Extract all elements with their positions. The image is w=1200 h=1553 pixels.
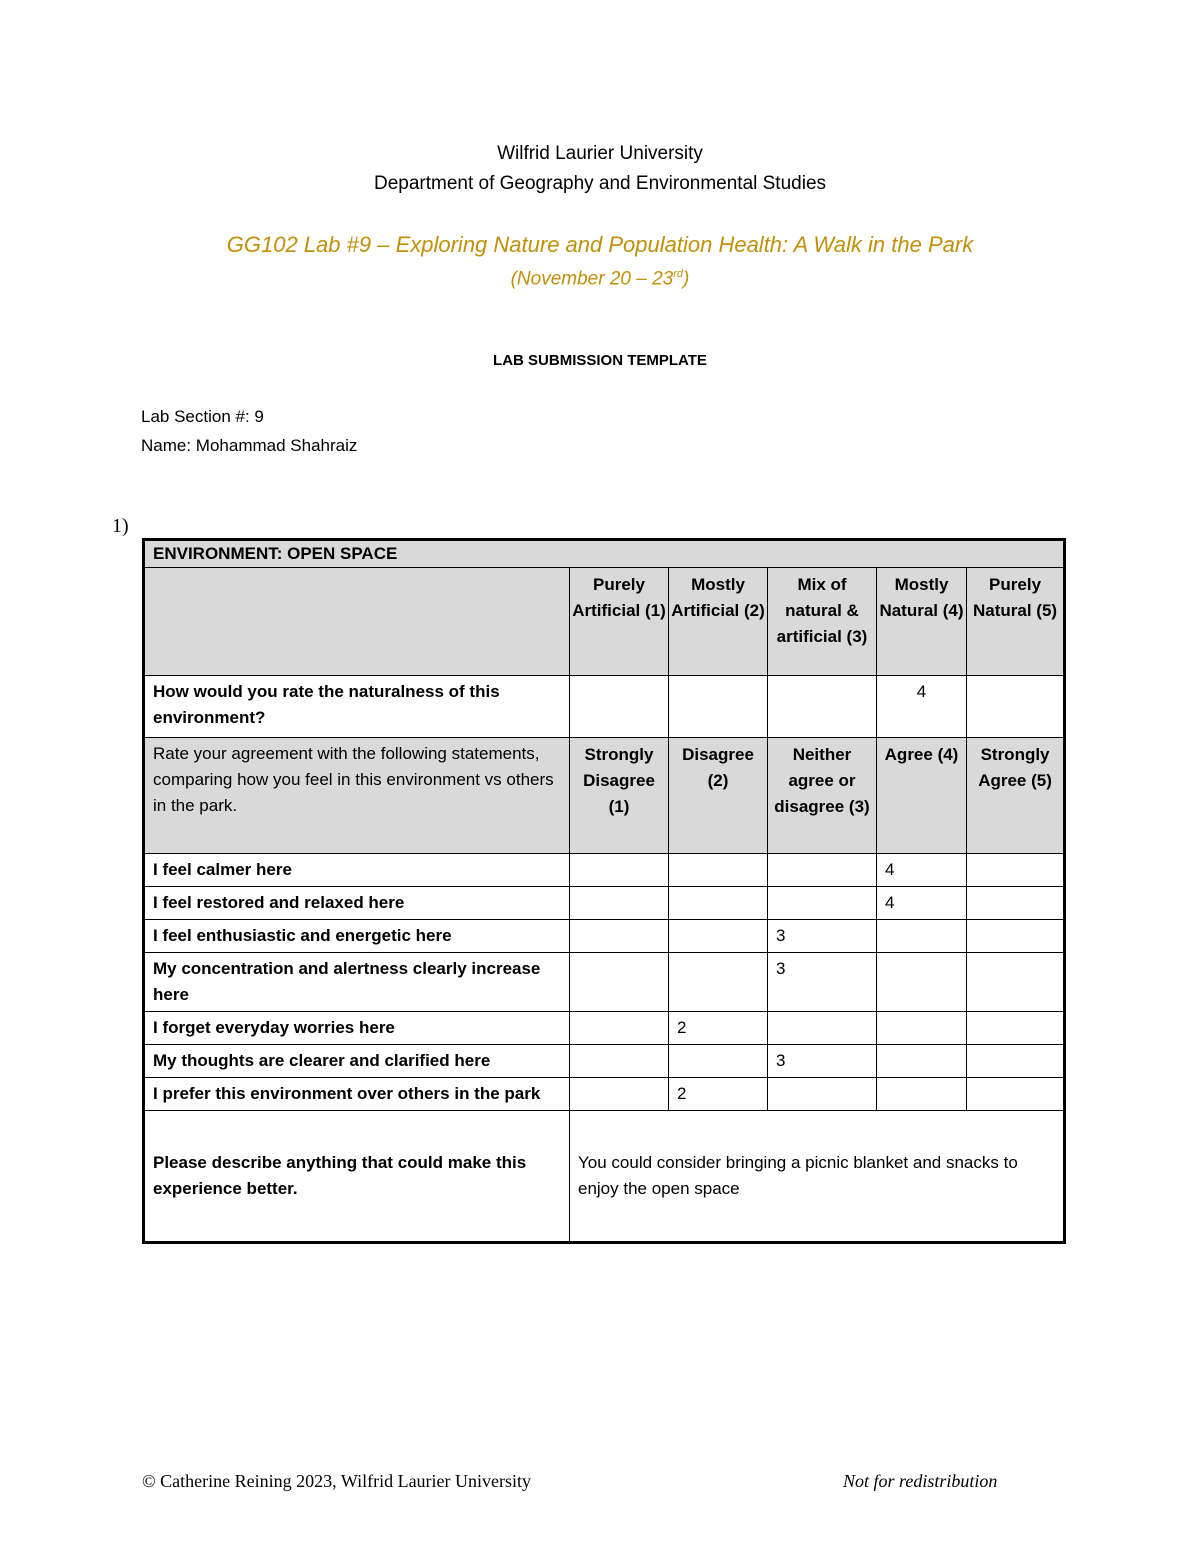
rating-cell-1[interactable]	[570, 887, 669, 920]
improvement-question: Please describe anything that could make this experience better.	[144, 1111, 570, 1243]
rating-cell-5[interactable]	[967, 1078, 1065, 1111]
rating-cell-1[interactable]	[570, 854, 669, 887]
naturalness-cell-4[interactable]: 4	[877, 676, 967, 738]
statement-text: I feel enthusiastic and energetic here	[144, 920, 570, 953]
template-label: LAB SUBMISSION TEMPLATE	[493, 352, 707, 369]
dates-close: )	[683, 268, 690, 290]
agreement-prompt: Rate your agreement with the following statements, comparing how you feel in this environment vs others in the park.	[144, 738, 570, 854]
rating-cell-2[interactable]: 2	[669, 1012, 768, 1045]
lab-section-field: Lab Section #: 9	[141, 407, 264, 426]
agreement-header: Strongly Agree (5)	[967, 738, 1065, 854]
agreement-header: Agree (4)	[877, 738, 967, 854]
rating-cell-1[interactable]	[570, 920, 669, 953]
naturalness-header-row	[144, 568, 1065, 676]
rating-cell-5[interactable]	[967, 920, 1065, 953]
rating-cell-2[interactable]	[669, 1045, 768, 1078]
rating-cell-3[interactable]	[768, 1012, 877, 1045]
naturalness-row	[144, 676, 1065, 738]
naturalness-blank-cell	[144, 568, 570, 676]
rating-cell-4[interactable]	[877, 1078, 967, 1111]
naturalness-header: Mix of natural & artificial (3)	[768, 568, 877, 676]
statement-rows	[144, 854, 1065, 1111]
rating-cell-1[interactable]	[570, 1078, 669, 1111]
redistribution-notice: Not for redistribution	[843, 1471, 998, 1491]
statement-row	[144, 1045, 1065, 1078]
naturalness-cell-3[interactable]	[768, 676, 877, 738]
rating-cell-5[interactable]	[967, 1012, 1065, 1045]
rating-cell-2[interactable]	[669, 854, 768, 887]
rating-cell-4[interactable]	[877, 953, 967, 1012]
statement-row	[144, 920, 1065, 953]
university-name: Wilfrid Laurier University	[497, 143, 703, 164]
statement-row	[144, 1078, 1065, 1111]
agreement-header: Neither agree or disagree (3)	[768, 738, 877, 854]
survey-table	[142, 538, 1066, 1244]
agreement-header-row	[144, 738, 1065, 854]
rating-cell-5[interactable]	[967, 887, 1065, 920]
rating-cell-3[interactable]: 3	[768, 953, 877, 1012]
statement-row	[144, 953, 1065, 1012]
statement-text: My thoughts are clearer and clarified here	[144, 1045, 570, 1078]
rating-cell-2[interactable]	[669, 953, 768, 1012]
statement-text: I forget everyday worries here	[144, 1012, 570, 1045]
statement-text: I feel calmer here	[144, 854, 570, 887]
rating-cell-3[interactable]	[768, 1078, 877, 1111]
dates-sup: rd	[673, 268, 684, 280]
student-name-field: Name: Mohammad Shahraiz	[141, 436, 358, 455]
environment-label: ENVIRONMENT: OPEN SPACE	[144, 540, 1065, 568]
lab-title: GG102 Lab #9 – Exploring Nature and Population Health: A Walk in the Park	[226, 232, 974, 257]
naturalness-cell-1[interactable]	[570, 676, 669, 738]
naturalness-header: Mostly Artificial (2)	[669, 568, 768, 676]
rating-cell-4[interactable]	[877, 920, 967, 953]
lab-dates	[0, 268, 1200, 290]
department-name: Department of Geography and Environmental Studies	[373, 173, 827, 194]
rating-cell-4[interactable]: 4	[877, 887, 967, 920]
naturalness-header: Purely Artificial (1)	[570, 568, 669, 676]
question-number: 1)	[112, 515, 129, 537]
statement-text: I prefer this environment over others in the park	[144, 1078, 570, 1111]
statement-text: I feel restored and relaxed here	[144, 887, 570, 920]
statement-row	[144, 854, 1065, 887]
naturalness-cell-2[interactable]	[669, 676, 768, 738]
copyright-notice: © Catherine Reining 2023, Wilfrid Laurier University	[142, 1471, 532, 1491]
naturalness-header: Mostly Natural (4)	[877, 568, 967, 676]
rating-cell-4[interactable]	[877, 1045, 967, 1078]
rating-cell-2[interactable]	[669, 887, 768, 920]
rating-cell-5[interactable]	[967, 953, 1065, 1012]
agreement-header: Disagree (2)	[669, 738, 768, 854]
rating-cell-4[interactable]	[877, 1012, 967, 1045]
statement-text: My concentration and alertness clearly increase here	[144, 953, 570, 1012]
dates-main: (November 20 – 23	[510, 268, 674, 290]
environment-row	[144, 540, 1065, 568]
statement-row	[144, 1012, 1065, 1045]
rating-cell-2[interactable]: 2	[669, 1078, 768, 1111]
rating-cell-4[interactable]: 4	[877, 854, 967, 887]
rating-cell-1[interactable]	[570, 1045, 669, 1078]
rating-cell-1[interactable]	[570, 1012, 669, 1045]
rating-cell-3[interactable]	[768, 887, 877, 920]
improvement-row	[144, 1111, 1065, 1243]
rating-cell-3[interactable]: 3	[768, 1045, 877, 1078]
rating-cell-1[interactable]	[570, 953, 669, 1012]
rating-cell-5[interactable]	[967, 854, 1065, 887]
rating-cell-3[interactable]: 3	[768, 920, 877, 953]
agreement-header: Strongly Disagree (1)	[570, 738, 669, 854]
rating-cell-5[interactable]	[967, 1045, 1065, 1078]
improvement-answer[interactable]: You could consider bringing a picnic blanket and snacks to enjoy the open space	[570, 1111, 1065, 1243]
rating-cell-3[interactable]	[768, 854, 877, 887]
rating-cell-2[interactable]	[669, 920, 768, 953]
naturalness-cell-5[interactable]	[967, 676, 1065, 738]
naturalness-question: How would you rate the naturalness of this environment?	[144, 676, 570, 738]
naturalness-header: Purely Natural (5)	[967, 568, 1065, 676]
statement-row	[144, 887, 1065, 920]
